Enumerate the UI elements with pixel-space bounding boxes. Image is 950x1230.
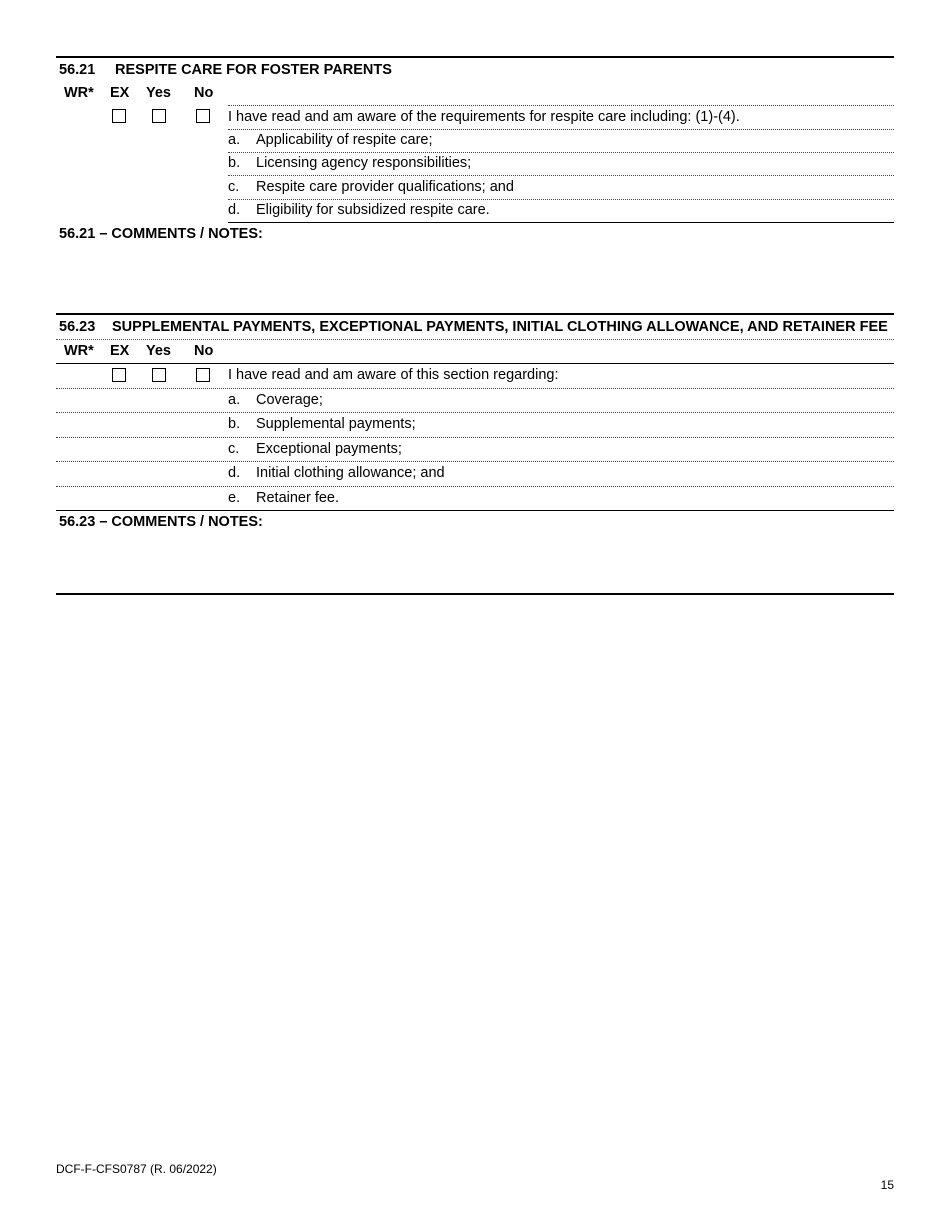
section-number: 56.21	[59, 62, 96, 78]
statement-row	[56, 364, 894, 389]
section-heading: RESPITE CARE FOR FOSTER PARENTS	[115, 62, 392, 78]
ex-checkbox[interactable]	[112, 109, 126, 123]
column-yes: Yes	[146, 85, 171, 101]
item-letter: b.	[228, 155, 241, 171]
list-item	[56, 152, 894, 176]
column-yes: Yes	[146, 343, 171, 359]
item-letter: e.	[228, 489, 241, 506]
item-letter: a.	[228, 391, 241, 408]
item-text: Supplemental payments;	[256, 416, 416, 432]
list-item	[56, 389, 894, 414]
column-no: No	[194, 343, 214, 359]
section-title	[56, 56, 894, 82]
item-text: Licensing agency responsibilities;	[256, 155, 472, 171]
statement-row	[56, 105, 894, 129]
column-ex: EX	[110, 343, 130, 359]
section-56-21	[56, 56, 894, 247]
no-checkbox[interactable]	[196, 368, 210, 382]
list-item	[56, 129, 894, 153]
item-text: Coverage;	[256, 391, 323, 408]
section-title	[56, 313, 894, 339]
item-text: Exceptional payments;	[256, 440, 402, 457]
list-item	[56, 199, 894, 223]
column-headers	[56, 82, 894, 105]
list-item	[56, 413, 894, 438]
item-letter: b.	[228, 416, 241, 432]
section-number: 56.23	[59, 319, 96, 335]
page-number: 15	[880, 1178, 894, 1192]
yes-checkbox[interactable]	[152, 368, 166, 382]
no-checkbox[interactable]	[196, 109, 210, 123]
comments-label: 56.23 – COMMENTS / NOTES:	[59, 514, 263, 530]
column-headers	[56, 339, 894, 364]
list-item	[56, 487, 894, 512]
item-text: Retainer fee.	[256, 489, 340, 506]
column-wr: WR*	[64, 343, 94, 359]
item-text: Applicability of respite care;	[256, 131, 433, 148]
item-letter: d.	[228, 465, 241, 481]
list-item	[56, 462, 894, 487]
column-wr: WR*	[64, 85, 94, 101]
column-ex: EX	[110, 85, 130, 101]
list-item	[56, 438, 894, 463]
item-letter: d.	[228, 202, 241, 218]
statement-text: I have read and am aware of this section regarding:	[228, 367, 559, 383]
item-letter: a.	[228, 131, 241, 148]
comments-label: 56.21 – COMMENTS / NOTES:	[59, 225, 263, 242]
item-text: Respite care provider qualifications; and	[256, 178, 514, 195]
column-no: No	[194, 85, 214, 101]
statement-text: I have read and am aware of the requirements for respite care including: (1)-(4).	[228, 105, 894, 130]
form-id: DCF-F-CFS0787 (R. 06/2022)	[56, 1162, 217, 1176]
section-divider	[56, 593, 894, 595]
item-letter: c.	[228, 440, 240, 457]
list-item	[56, 176, 894, 200]
item-letter: c.	[228, 178, 240, 195]
yes-checkbox[interactable]	[152, 109, 166, 123]
item-text: Eligibility for subsidized respite care.	[256, 202, 490, 218]
ex-checkbox[interactable]	[112, 368, 126, 382]
section-heading: SUPPLEMENTAL PAYMENTS, EXCEPTIONAL PAYMENTS, INITIAL CLOTHING ALLOWANCE, AND RETAINER FEE	[112, 319, 888, 335]
section-56-23	[56, 313, 894, 535]
item-text: Initial clothing allowance; and	[256, 465, 445, 481]
